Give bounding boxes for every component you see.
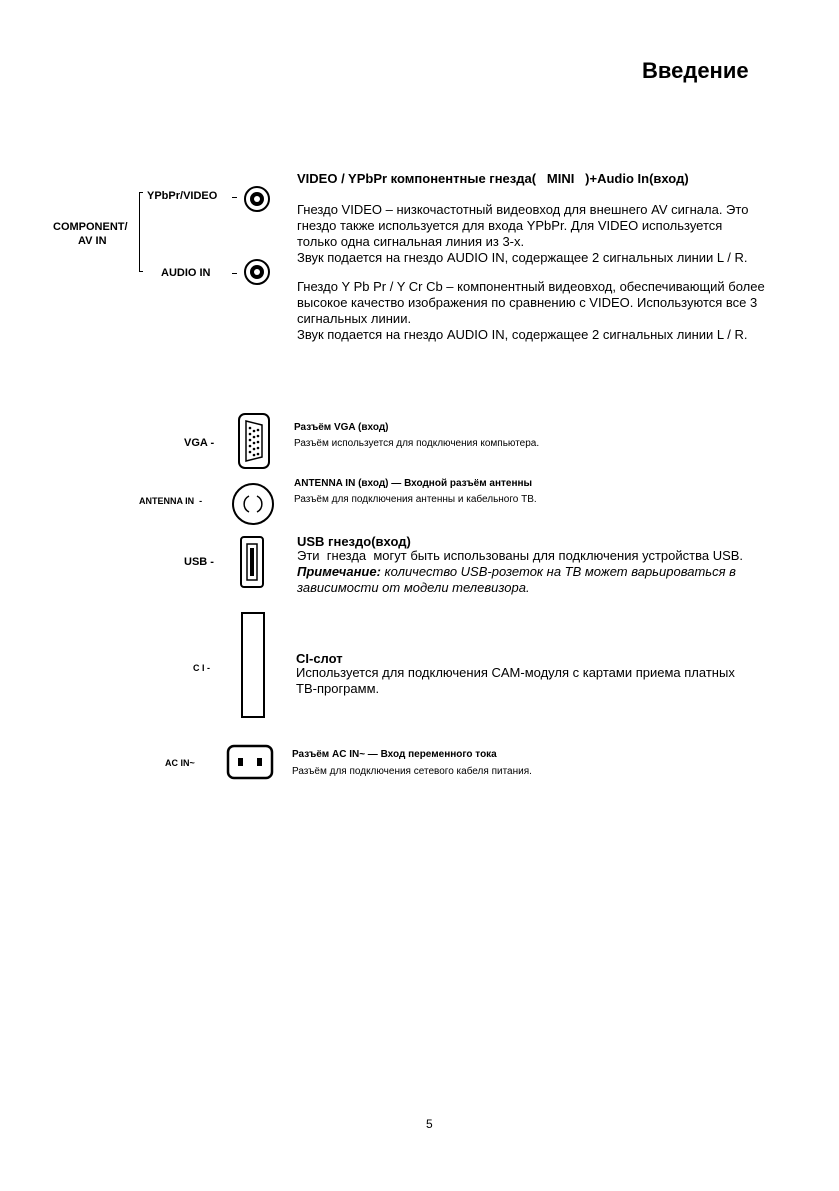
component-description-2 xyxy=(297,279,765,343)
ci-desc-line1: Используется для подключения CAM-модуля с картами приема платных xyxy=(296,665,735,680)
audio-dash xyxy=(232,273,237,274)
antenna-jack-icon xyxy=(231,482,275,531)
usb-note-line2: зависимости от модели телевизора. xyxy=(297,580,530,595)
component-description xyxy=(297,202,748,266)
antenna-heading: ANTENNA IN (вход) — Входной разъём антенны xyxy=(294,478,533,489)
vga-heading: Разъём VGA (вход) xyxy=(294,422,389,433)
audio-in-label: AUDIO IN xyxy=(161,267,211,279)
usb-heading: USB гнездо(вход) xyxy=(297,534,411,549)
av-in-group-label: AV IN xyxy=(78,235,107,247)
component-group-label: COMPONENT/ xyxy=(53,221,128,233)
ac-in-label: AC IN~ xyxy=(165,758,195,768)
component-heading: VIDEO / YPbPr компонентные гнезда( MINI )+Audio In(вход) xyxy=(297,171,689,186)
component-p2-line4: Звук подается на гнездо AUDIO IN, содержащее 2 сигнальных линии L / R. xyxy=(297,327,748,342)
ci-description xyxy=(296,665,735,697)
usb-note-text: количество USB-розеток на ТВ может варьироваться в xyxy=(380,564,736,579)
vga-port-icon xyxy=(238,413,270,474)
ac-power-socket-icon xyxy=(226,744,274,785)
component-p2-line1: Гнездо Y Pb Pr / Y Cr Cb – компонентный видеовход, обеспечивающий более xyxy=(297,279,765,294)
antenna-description: Разъём для подключения антенны и кабельного ТВ. xyxy=(294,494,537,505)
ac-heading: Разъём AC IN~ — Вход переменного тока xyxy=(292,749,497,760)
component-p1-line2: гнездо также используется для входа YPbPr. Для VIDEO используется xyxy=(297,218,723,233)
usb-note-label: Примечание: xyxy=(297,564,381,579)
usb-description: Эти гнезда могут быть использованы для подключения устройства USB. xyxy=(297,548,744,563)
component-p1-line1: Гнездо VIDEO – низкочастотный видеовход для внешнего AV сигнала. Это xyxy=(297,202,749,217)
bracket-tick-top xyxy=(139,192,143,193)
vga-description: Разъём используется для подключения компьютера. xyxy=(294,438,540,449)
page-title: Введение xyxy=(642,58,749,83)
page-number: 5 xyxy=(426,1117,433,1131)
ci-slot-icon xyxy=(241,612,265,718)
bracket-tick-bottom xyxy=(139,271,143,272)
audio-in-jack-icon xyxy=(244,259,270,285)
component-p2-line2: высокое качество изображения по сравнению с VIDEO. Используются все 3 xyxy=(297,295,758,310)
ypbpr-dash xyxy=(232,197,237,198)
usb-note xyxy=(297,564,736,580)
antenna-label: ANTENNA IN - xyxy=(139,496,203,506)
ci-label: C I - xyxy=(193,663,210,673)
usb-port-icon xyxy=(240,536,264,593)
component-p1-line4: Звук подается на гнездо AUDIO IN, содержащее 2 сигнальных линии L / R. xyxy=(297,250,748,265)
ac-description: Разъём для подключения сетевого кабеля питания. xyxy=(292,766,532,777)
component-p2-line3: сигнальных линии. xyxy=(297,311,412,326)
ypbpr-video-jack-icon xyxy=(244,186,270,212)
component-p1-line3: только одна сигнальная линия из 3-х. xyxy=(297,234,525,249)
ci-heading: CI-слот xyxy=(296,651,343,666)
component-bracket xyxy=(139,192,140,272)
vga-label: VGA - xyxy=(184,437,215,449)
ci-desc-line2: ТВ-программ. xyxy=(296,681,380,696)
usb-label: USB - xyxy=(184,556,214,568)
ypbpr-video-label: YPbPr/VIDEO xyxy=(147,190,218,202)
